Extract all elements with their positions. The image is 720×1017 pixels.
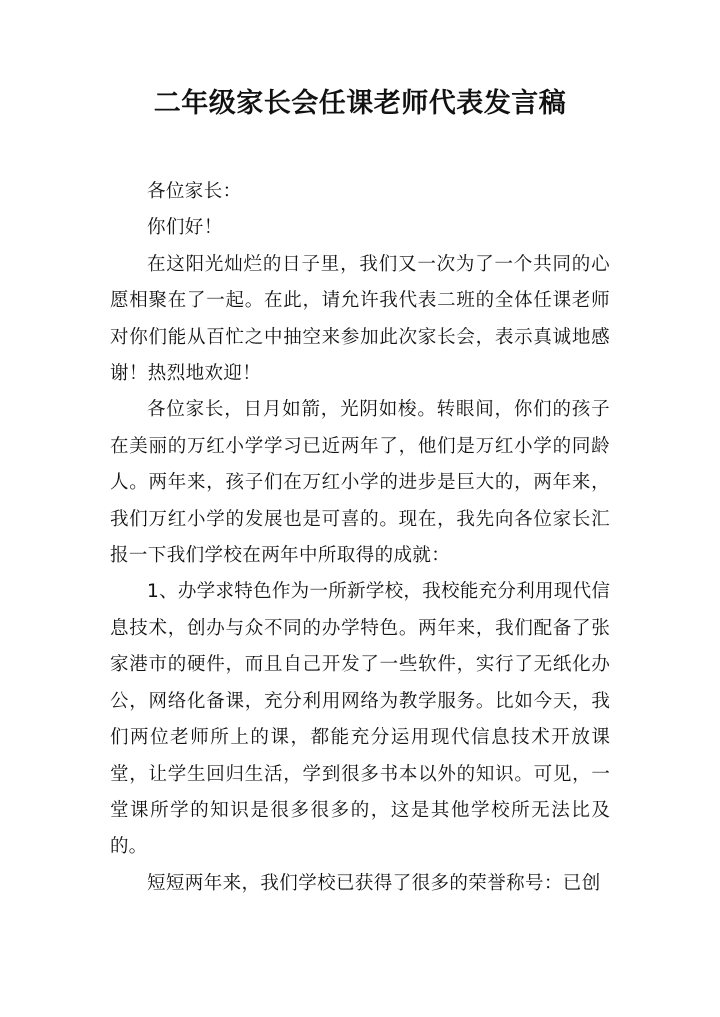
paragraph-salutation: 各位家长： [147,181,242,202]
paragraph-welcome: 在这阳光灿烂的日子里，我们又一次为了一个共同的心愿相聚在了一起。在此，请允许我代表二班的全体任课老师对你们能从百忙之中抽空来参加此次家长会，表示真诚地感谢！热烈地欢迎！ [110,253,610,385]
document-title: 二年级家长会任课老师代表发言稿 [153,88,567,119]
paragraph-achievement-1: 1、办学求特色作为一所新学校，我校能充分利用现代信息技术，创办与众不同的办学特色。两年来，我们配备了张家港市的硬件，而且自己开发了一些软件，实行了无纸化办公，网络化备课，充分利用网络为教学服务。比如今天，我们两位老师所上的课，都能充分运用现代信息技术开放课堂，让学生回归生活，学到很多书本以外的知识。可见，一堂课所学的知识是很多很多的，这是其他学校所无法比及的。 [110,581,610,858]
paragraph-greeting: 你们好！ [147,217,223,239]
paragraph-honors: 短短两年来，我们学校已获得了很多的荣誉称号：已创 [147,872,601,894]
document-body [110,174,610,902]
paragraph-introduction: 各位家长，日月如箭，光阴如梭。转眼间，你们的孩子在美丽的万红小学学习已近两年了，他们是万红小学的同龄人。两年来，孩子们在万红小学的进步是巨大的，两年来，我们万红小学的发展也是可喜的。现在，我先向各位家长汇报一下我们学校在两年中所取得的成就： [110,399,610,567]
